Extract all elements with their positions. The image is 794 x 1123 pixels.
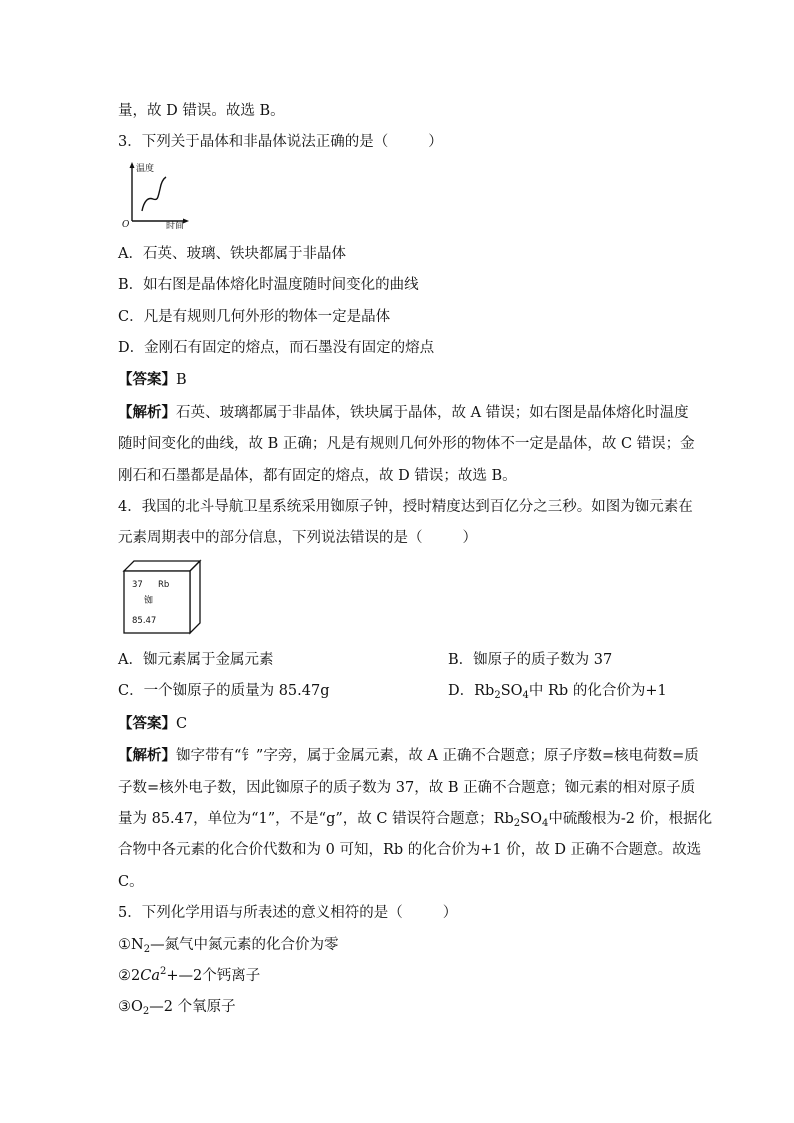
- q3-stem: [118, 127, 678, 158]
- q5-item-3: [118, 992, 678, 1023]
- q4-analysis-sub1: 2: [513, 817, 521, 829]
- analysis-tag: 【解析】: [118, 403, 176, 421]
- q4-option-c: C．一个铷原子的质量为 85.47g: [118, 683, 330, 700]
- q4-option-d-part2: SO: [500, 683, 523, 700]
- q5-item-3-symbol: ③O: [118, 999, 143, 1016]
- q3-analysis-line-2: 随时间变化的曲线，故 B 正确；凡是有规则几何外形的物体不一定是晶体，故 C 错误；金: [118, 436, 695, 453]
- q4-analysis-line-1: [118, 740, 699, 772]
- q5-item-1: [118, 930, 678, 961]
- q4-analysis-line-3: [118, 804, 713, 835]
- graph-x-label: 时间: [166, 221, 185, 229]
- q4-option-d-sub1: 2: [494, 690, 501, 702]
- q3-analysis-line-3: 刚石和石墨都是晶体，都有固定的熔点，故 D 错误；故选 B。: [118, 467, 517, 484]
- q4-option-d-sub2: 4: [522, 690, 529, 702]
- q5-item-2-symbol: Ca: [140, 967, 160, 984]
- q3-option-a: A．石英、玻璃、铁块都属于非晶体: [118, 245, 346, 262]
- q4-option-d: [448, 676, 678, 707]
- q3-answer-value: B: [176, 372, 187, 389]
- q4-options-row-2: [118, 676, 678, 707]
- element-name: 铷: [144, 595, 154, 606]
- q4-option-b: B．铷原子的质子数为 37: [448, 651, 613, 668]
- q4-answer-value: C: [176, 715, 188, 732]
- q5-item-2-prefix: ②2: [118, 967, 141, 984]
- q4-option-a: A．铷元素属于金属元素: [118, 651, 274, 668]
- graph-origin-label: O: [122, 219, 130, 229]
- q4-analysis-text-1: 铷字带有“钅”字旁，属于金属元素，故 A 正确不合题意；原子序数=核电荷数=质: [176, 748, 699, 765]
- q4-stem-end: ）: [462, 530, 477, 547]
- q5-item-3-sub: 2: [142, 1006, 150, 1018]
- q3-answer: [118, 364, 678, 396]
- graph-y-label: 温度: [136, 163, 155, 174]
- q5-item-3-text: —2 个氧原子: [149, 999, 236, 1016]
- q5-item-1-sub: 2: [143, 943, 151, 955]
- q5-stem-text: 5．下列化学用语与所表述的意义相符的是（: [118, 905, 403, 922]
- rubidium-element-card: [122, 559, 202, 635]
- q4-option-d-part3: 中 Rb 的化合价为+1: [528, 683, 667, 700]
- q3-analysis-line-1: [118, 397, 689, 429]
- q4-analysis-text-3c: 中硫酸根为-2 价，根据化: [548, 810, 713, 827]
- q3-stem-end: ）: [428, 134, 443, 151]
- q5-item-2: [118, 961, 678, 992]
- q4-answer: [118, 708, 678, 740]
- q3-stem-text: 3．下列关于晶体和非晶体说法正确的是（: [118, 134, 389, 151]
- q3-option-b: B．如右图是晶体熔化时温度随时间变化的曲线: [118, 277, 419, 294]
- q4-options-row-1: [118, 645, 678, 676]
- q5-item-1-text: —氮气中氮元素的化合价为零: [150, 936, 339, 953]
- analysis-tag: 【解析】: [118, 747, 176, 765]
- q4-analysis-line-4: 合物中各元素的化合价代数和为 0 可知，Rb 的化合价为+1 价，故 D 正确不合题意。故选: [118, 842, 702, 859]
- q4-stem-line-2: [118, 523, 678, 554]
- melting-curve-graph: [120, 161, 190, 229]
- q3-analysis-text-1: 石英、玻璃都属于非晶体，铁块属于晶体，故 A 错误；如右图是晶体熔化时温度: [176, 404, 689, 421]
- element-symbol: Rb: [158, 579, 170, 590]
- answer-tag: 【答案】: [118, 714, 176, 732]
- document-page: [118, 96, 713, 1024]
- q3-option-c: C．凡是有规则几何外形的物体一定是晶体: [118, 308, 391, 325]
- q5-stem-end: ）: [442, 905, 458, 922]
- temperature-curve: [142, 177, 166, 211]
- q4-stem-line-1: 4．我国的北斗导航卫星系统采用铷原子钟，授时精度达到百亿分之三秒。如图为铷元素在: [118, 499, 693, 516]
- q4-analysis-sub2: 4: [542, 817, 549, 829]
- atomic-number: 37: [132, 579, 143, 590]
- atomic-mass: 85.47: [132, 615, 157, 626]
- answer-tag: 【答案】: [118, 371, 176, 389]
- q4-analysis-line-5: C。: [118, 873, 144, 890]
- q4-analysis-text-3a: 量为 85.47，单位为“1”，不是“g”，故 C 错误符合题意；Rb: [118, 810, 514, 827]
- q5-item-2-text: +—2个钙离子: [166, 967, 261, 984]
- q4-analysis-line-2: 子数=核外电子数，因此铷原子的质子数为 37，故 B 正确不合题意；铷元素的相对原子质: [118, 779, 696, 796]
- q5-item-2-sup: 2: [159, 965, 167, 977]
- q4-analysis-text-3b: SO: [520, 810, 542, 827]
- q5-stem: [118, 898, 678, 929]
- q5-item-1-symbol: ①N: [118, 936, 144, 953]
- q3-option-d: D．金刚石有固定的熔点，而石墨没有固定的熔点: [118, 340, 435, 357]
- previous-answer-tail: 量，故 D 错误。故选 B。: [118, 103, 285, 119]
- q4-option-d-part1: D．Rb: [448, 683, 495, 700]
- q4-stem-text: 元素周期表中的部分信息，下列说法错误的是（: [118, 530, 423, 547]
